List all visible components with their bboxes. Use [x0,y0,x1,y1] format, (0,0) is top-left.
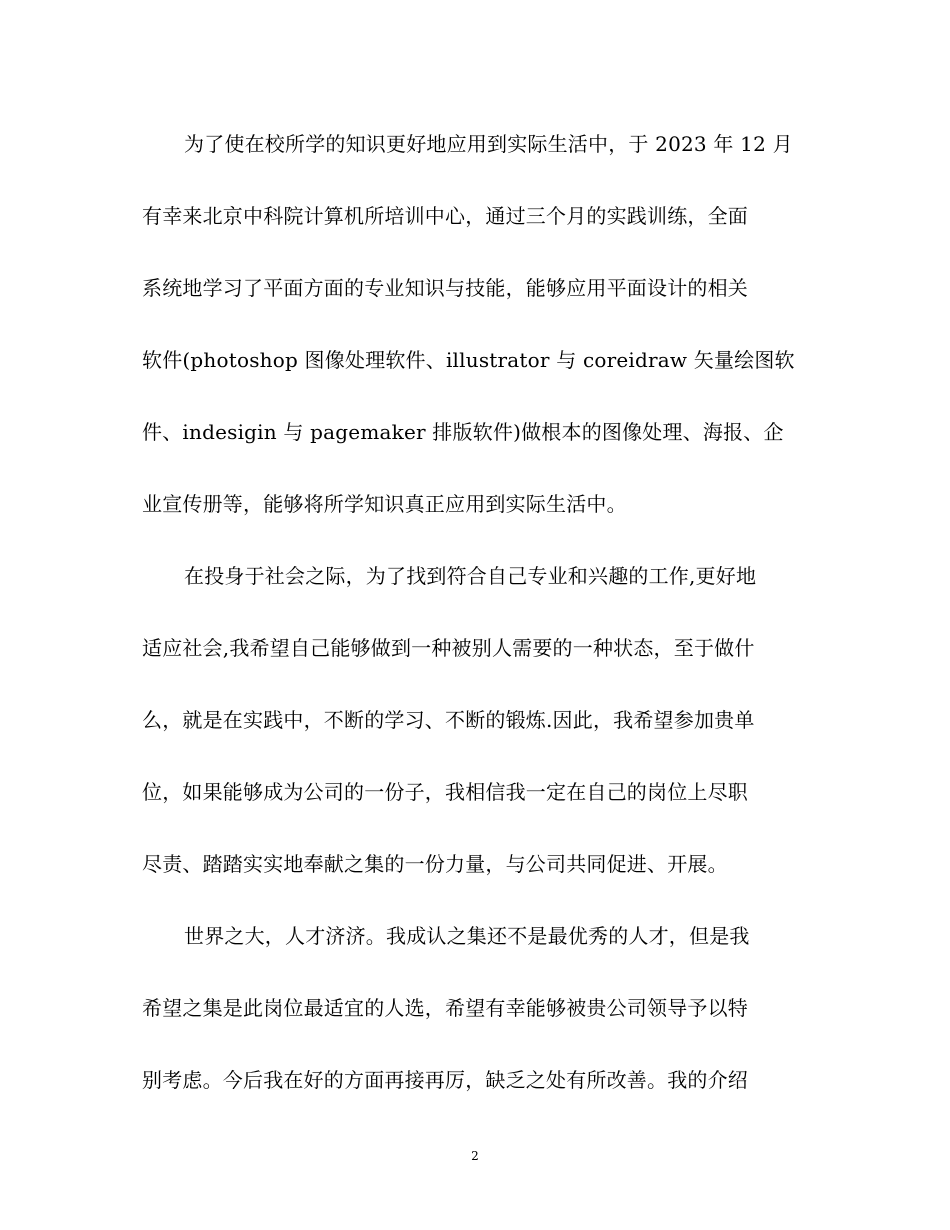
paragraph-1-line-4: 软件(photoshop 图像处理软件、illustrator 与 coreidraw 矢量绘图软 [142,348,795,372]
paragraph-1-line-5: 件、indesigin 与 pagemaker 排版软件)做根本的图像处理、海报、企 [142,420,784,444]
paragraph-1-line-1: 为了使在校所学的知识更好地应用到实际生活中，于 2023 年 12 月 [184,132,793,156]
paragraph-1-line-2: 有幸来北京中科院计算机所培训中心，通过三个月的实践训练，全面 [142,204,748,228]
paragraph-3-line-2: 希望之集是此岗位最适宜的人选，希望有幸能够被贵公司领导予以特 [142,996,748,1020]
paragraph-2-line-2: 适应社会,我希望自己能够做到一种被别人需要的一种状态，至于做什 [142,636,755,660]
paragraph-2-line-4: 位，如果能够成为公司的一份子，我相信我一定在自己的岗位上尽职 [142,780,748,804]
paragraph-1-line-3: 系统地学习了平面方面的专业知识与技能，能够应用平面设计的相关 [142,276,748,300]
paragraph-3-line-1: 世界之大，人才济济。我成认之集还不是最优秀的人才，但是我 [184,924,750,948]
paragraph-2-line-3: 么，就是在实践中，不断的学习、不断的锻炼.因此，我希望参加贵单 [142,708,755,732]
paragraph-3-line-3: 别考虑。今后我在好的方面再接再厉，缺乏之处有所改善。我的介绍 [142,1068,748,1092]
paragraph-2-line-1: 在投身于社会之际，为了找到符合自己专业和兴趣的工作,更好地 [184,564,757,588]
page-number: 2 [471,1149,479,1163]
paragraph-2-line-5: 尽责、踏踏实实地奉献之集的一份力量，与公司共同促进、开展。 [142,852,728,876]
paragraph-1-line-6: 业宣传册等，能够将所学知识真正应用到实际生活中。 [142,492,627,516]
